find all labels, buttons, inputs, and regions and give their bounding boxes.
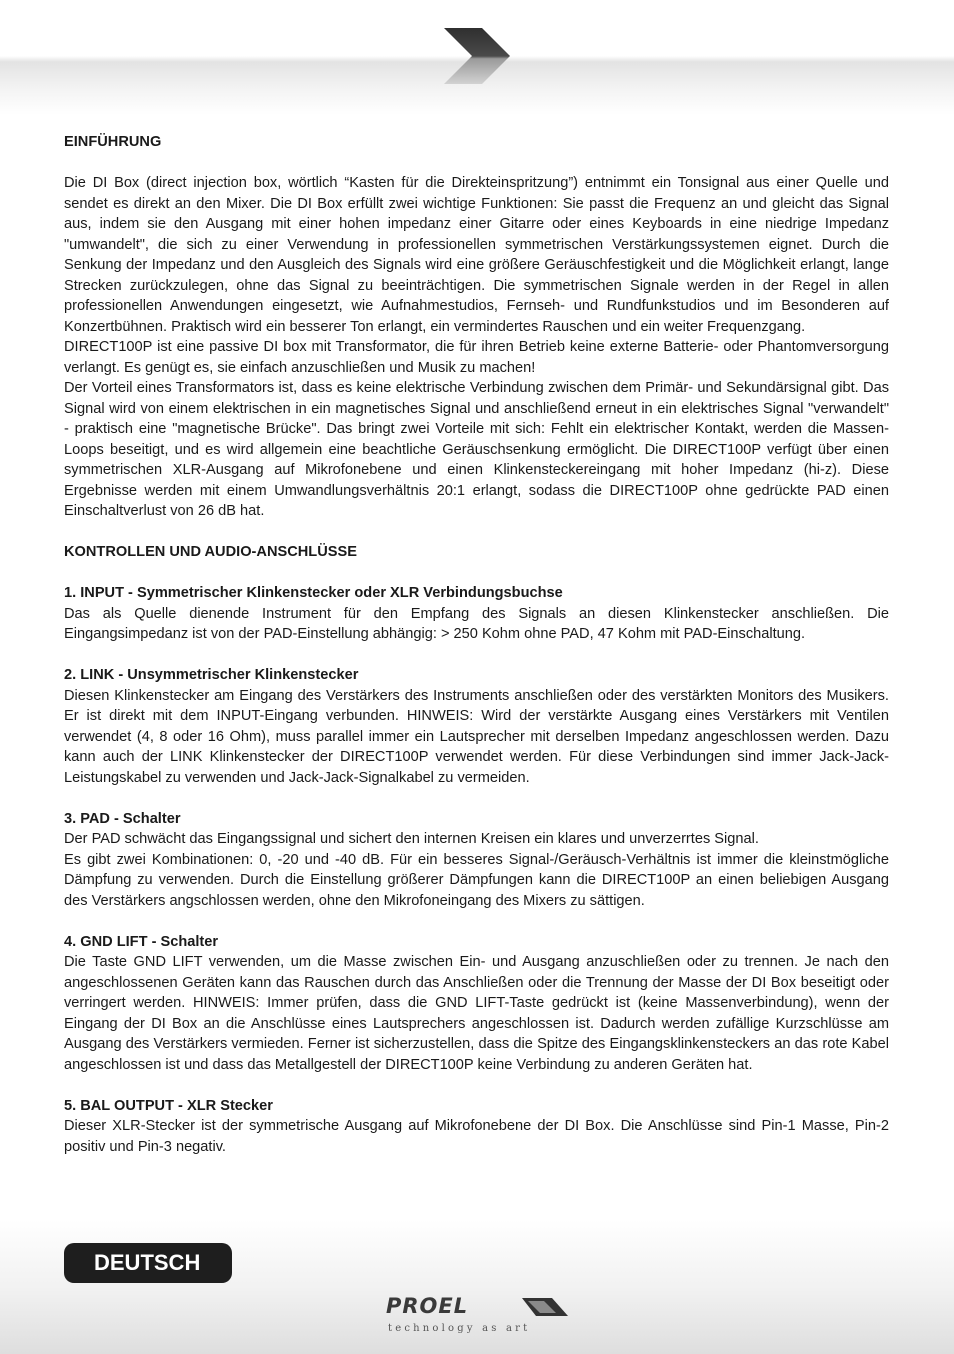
controls-heading: KONTROLLEN UND AUDIO-ANSCHLÜSSE — [64, 544, 357, 560]
link-heading: 2. LINK - Unsymmetrischer Klinkenstecker — [64, 667, 359, 683]
chevron-arrow-icon — [444, 28, 510, 84]
manual-content — [64, 132, 889, 1157]
pad-text-2: Es gibt zwei Kombinationen: 0, -20 und -40 dB. Für ein besseres Signal-/Geräusch-Verhältnis ist immer die kleinstmögliche Dämpfung zu verwenden. Durch die Einstellung größerer Dämpfungen kann die DIRECT100P an einen beliebigen Ausgang des Verstärkers angschlossen werden, ohne den Mikrofoneingang des Mixers zu sättigen. — [64, 851, 889, 909]
intro-heading: EINFÜHRUNG — [64, 134, 162, 150]
pad-text-1: Der PAD schwächt das Eingangssignal und sichert den internen Kreisen ein klares und unverzerrtes Signal. — [64, 831, 759, 847]
logo-wordmark: PROEL — [386, 1294, 469, 1318]
pad-heading: 3. PAD - Schalter — [64, 810, 181, 827]
bal-output-text: Dieser XLR-Stecker ist der symmetrische Ausgang auf Mikrofonebene der DI Box. Die Anschlüsse sind Pin-1 Masse, Pin-2 positiv und Pin-3 negativ. — [64, 1118, 889, 1155]
gnd-lift-heading: 4. GND LIFT - Schalter — [64, 933, 219, 950]
input-text: Das als Quelle dienende Instrument für den Empfang des Signals an diesen Klinkenstecker anschließen. Die Eingangsimpedanz ist von der PAD-Einstellung abhängig: > 250 Kohm ohne PAD, 47 Kohm mit PAD-Einschaltung. — [64, 605, 889, 642]
language-badge: DEUTSCH — [64, 1243, 232, 1283]
intro-paragraph-2: DIRECT100P ist eine passive DI box mit Transformator, die für ihren Betrieb keine externe Batterie- oder Phantomversorgung verlangt. Es genügt es, sie einfach anzuschließen und Musik zu machen! — [64, 339, 889, 376]
proel-logo — [386, 1294, 570, 1338]
intro-paragraph-3: Der Vorteil eines Transformators ist, dass es keine elektrische Verbindung zwischen dem Primär- und Sekundärsignal gibt. Das Signal wird von einem elektrischen in ein magnetisches Signal und anschließend erneut in ein elektrisches Signal "verwandelt" - praktisch eine "magnetische Brücke". Das bringt zwei Vorteile mit sich: Fehlt ein elektrischer Kontakt, werden die Massen-Loops beseitigt, und es wird allgemein eine beachtliche Geräuschsenkung ermöglicht. Die DIRECT100P verfügt über einen symmetrischen XLR-Ausgang auf Mikrofonebene und einen Klinkensteckereingang mit hoher Impedanz (hi-z). Diese Ergebnisse werden mit einem Umwandlungsverhältnis 20:1 erlangt, sodass die DIRECT100P ohne gedrückte PAD einen Einschaltverlust von 26 dB hat. — [64, 380, 889, 519]
bal-output-heading: 5. BAL OUTPUT - XLR Stecker — [64, 1097, 273, 1114]
input-heading: 1. INPUT - Symmetrischer Klinkenstecker oder XLR Verbindungsbuchse — [64, 585, 563, 601]
gnd-lift-text: Die Taste GND LIFT verwenden, um die Masse zwischen Ein- und Ausgang anzuschließen oder zu trennen. Je nach den angeschlossenen Geräten kann das Rauschen durch das Anschließen oder die Trennung der Masse der DI Box beseitigt oder verringert werden. HINWEIS: Immer prüfen, dass die GND LIFT-Taste gedrückt ist (keine Massenverbindung), wenn der Eingang der DI Box an die Anschlüsse eines Lautsprechers angeschlossen ist. Dadurch werden zufällige Kurzschlüsse am Ausgang des Verstärkers vermieden. Ferner ist sicherzustellen, dass die Spitze des Eingangsklinkensteckers an das rote Kabel angeschlossen ist und dass das Metallgestell der DIRECT100P keine Verbindung zu anderen Geräten hat. — [64, 954, 889, 1073]
intro-paragraph-1: Die DI Box (direct injection box, wörtlich “Kasten für die Direkteinspritzung”) entnimmt ein Tonsignal aus einer Quelle und sendet es direkt an den Mixer. Die DI Box erfüllt zwei wichtige Funktionen: Sie passt die Frequenz an und gleicht das Signal aus, indem sie den Ausgang mit einer hohen impedanz einer Gitarre oder eines Keyboards in eine niedrige Impedanz "umwandelt", die sich zu einer Verwendung in professionellen symmetrischen Verstärkungssystemen eignet. Durch die Senkung der Impedanz und den Ausgleich des Signals wird eine größere Geräuschfestigkeit und die Möglichkeit erlangt, lange Strecken zurückzulegen, ohne das Signal zu beeinträchtigen. Die symmetrischen Signale werden in der Regel in allen professionellen Anwendungen eingesetzt, wie Aufnahmestudios, Fernseh- und Rundfunkstudios und im Besonderen auf Konzertbühnen. Praktisch wird ein besserer Ton erlangt, ein vermindertes Rauschen und ein weiter Frequenzgang. — [64, 175, 889, 335]
logo-chevron-icon — [522, 1298, 568, 1316]
link-text: Diesen Klinkenstecker am Eingang des Verstärkers des Instruments anschließen oder des verstärkten Monitors des Musikers. Er ist direkt mit dem INPUT-Eingang verbunden. HINWEIS: Wird der verstärkte Ausgang eines Verstärkers mit Ventilen verwendet (4, 8 oder 16 Ohm), muss parallel immer ein Lautsprecher mit derselben Impedanz angeschlossen werden. Dazu kann auch der LINK Klinkenstecker der DIRECT100P verwendet werden. Für diese Verbindungen sind immer Jack-Jack-Leistungskabel zu verwenden und Jack-Jack-Signalkabel zu vermeiden. — [64, 687, 889, 786]
logo-tagline: technology as art — [388, 1323, 531, 1334]
